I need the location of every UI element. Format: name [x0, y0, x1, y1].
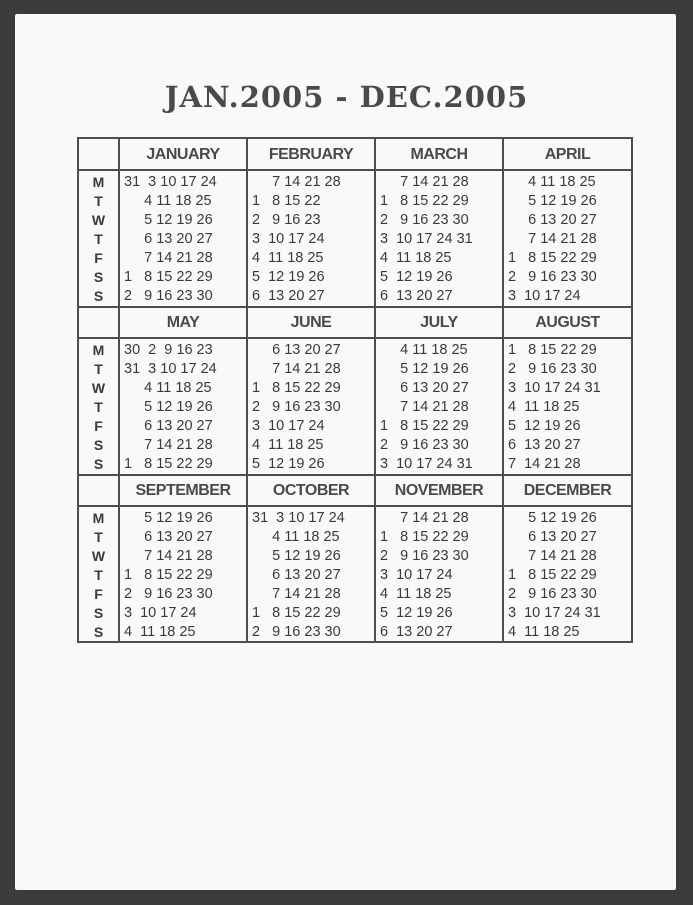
week-day-row: 2 9 16 23 30 [508, 269, 597, 285]
week-day-row: 2 9 16 23 30 [380, 548, 469, 564]
week-day-row: 1 8 15 22 29 [124, 456, 213, 472]
week-day-row: 6 13 20 27 [124, 529, 213, 545]
quarter-row [79, 139, 631, 307]
week-day-row: 6 13 20 27 [124, 418, 213, 434]
week-day-row: 1 8 15 22 29 [252, 605, 341, 621]
month-block-march [374, 139, 502, 307]
calendar-title: JAN.2005 - DEC.2005 [164, 80, 529, 114]
week-day-row: 7 14 21 28 [508, 548, 597, 564]
week-day-row: 1 8 15 22 [252, 193, 321, 209]
week-day-row: 3 10 17 24 [380, 567, 453, 583]
week-day-row: 6 13 20 27 [380, 624, 453, 640]
week-day-row: 3 10 17 24 [508, 288, 581, 304]
week-day-row: 5 12 19 26 [380, 361, 469, 377]
month-name: JUNE [248, 307, 374, 339]
week-day-row: 31 3 10 17 24 [252, 510, 345, 526]
week-day-row: 7 14 21 28 [124, 548, 213, 564]
week-day-row: 7 14 21 28 [380, 510, 469, 526]
weekday-label: W [91, 212, 106, 228]
month-block-september [118, 475, 246, 643]
month-block-may [118, 307, 246, 475]
week-day-row: 2 9 16 23 30 [380, 212, 469, 228]
weekday-label: S [93, 624, 104, 640]
row-separator [79, 474, 631, 476]
week-day-row: 31 3 10 17 24 [124, 361, 217, 377]
week-day-row: 7 14 21 28 [380, 399, 469, 415]
week-day-row: 4 11 18 25 [252, 529, 340, 545]
week-day-row: 2 9 16 23 30 [124, 586, 213, 602]
weekday-label: F [94, 250, 103, 266]
week-day-row: 1 8 15 22 29 [508, 342, 597, 358]
week-day-row: 1 8 15 22 29 [380, 193, 469, 209]
week-day-row: 4 11 18 25 [252, 250, 324, 266]
week-day-row: 2 9 16 23 [252, 212, 321, 228]
quarter-row [79, 307, 631, 475]
weekday-header-blank [79, 475, 118, 507]
week-day-row: 7 14 21 28 [124, 250, 213, 266]
week-day-row: 4 11 18 25 [380, 586, 452, 602]
month-block-november [374, 475, 502, 643]
week-day-row: 2 9 16 23 30 [508, 586, 597, 602]
weekday-label: M [92, 342, 105, 358]
week-day-row: 3 10 17 24 31 [508, 380, 601, 396]
week-day-row: 4 11 18 25 [508, 624, 580, 640]
month-block-july [374, 307, 502, 475]
weekday-label: T [94, 231, 103, 247]
weekday-label: S [93, 269, 104, 285]
week-day-row: 6 13 20 27 [124, 231, 213, 247]
week-day-row: 2 9 16 23 30 [252, 399, 341, 415]
week-day-row: 1 8 15 22 29 [380, 418, 469, 434]
month-name: OCTOBER [248, 475, 374, 507]
week-day-row: 7 14 21 28 [252, 361, 341, 377]
week-day-row: 6 13 20 27 [380, 288, 453, 304]
week-day-row: 4 11 18 25 [380, 250, 452, 266]
weekday-column [79, 475, 118, 643]
week-day-row: 1 8 15 22 29 [508, 250, 597, 266]
week-day-row: 6 13 20 27 [252, 342, 341, 358]
week-day-row: 3 10 17 24 31 [380, 231, 473, 247]
month-name: JANUARY [120, 139, 246, 171]
weekday-label: F [94, 586, 103, 602]
row-separator [79, 306, 631, 308]
week-day-row: 1 8 15 22 29 [252, 380, 341, 396]
month-block-february [246, 139, 374, 307]
weekday-label: S [93, 288, 104, 304]
week-day-row: 7 14 21 28 [508, 456, 581, 472]
weekday-header-blank [79, 307, 118, 339]
week-day-row: 4 11 18 25 [252, 437, 324, 453]
week-day-row: 3 10 17 24 31 [380, 456, 473, 472]
week-day-row: 5 12 19 26 [124, 399, 213, 415]
week-day-row: 2 9 16 23 30 [252, 624, 341, 640]
week-day-row: 6 13 20 27 [508, 529, 597, 545]
weekday-label: W [91, 548, 106, 564]
month-block-august [502, 307, 631, 475]
weekday-column [79, 307, 118, 475]
week-day-row: 7 14 21 28 [508, 231, 597, 247]
month-block-january [118, 139, 246, 307]
weekday-label: F [94, 418, 103, 434]
weekday-label: T [94, 399, 103, 415]
week-day-row: 4 11 18 25 [380, 342, 468, 358]
week-day-row: 6 13 20 27 [252, 288, 325, 304]
week-day-row: 1 8 15 22 29 [508, 567, 597, 583]
week-day-row: 2 9 16 23 30 [380, 437, 469, 453]
week-day-row: 5 12 19 26 [252, 548, 341, 564]
quarter-row [79, 475, 631, 643]
month-name: NOVEMBER [376, 475, 502, 507]
week-day-row: 4 11 18 25 [124, 624, 196, 640]
weekday-label: S [93, 437, 104, 453]
week-day-row: 5 12 19 26 [252, 269, 325, 285]
week-day-row: 7 14 21 28 [124, 437, 213, 453]
weekday-label: T [94, 361, 103, 377]
month-name: FEBRUARY [248, 139, 374, 171]
weekday-label: S [93, 605, 104, 621]
weekday-label: T [94, 567, 103, 583]
week-day-row: 3 10 17 24 [124, 605, 197, 621]
week-day-row: 1 8 15 22 29 [380, 529, 469, 545]
week-day-row: 4 11 18 25 [508, 174, 596, 190]
week-day-row: 5 12 19 26 [124, 212, 213, 228]
weekday-column [79, 139, 118, 307]
week-day-row: 5 12 19 26 [508, 510, 597, 526]
weekday-header-blank [79, 139, 118, 171]
weekday-label: W [91, 380, 106, 396]
week-day-row: 3 10 17 24 [252, 418, 325, 434]
week-day-row: 5 12 19 26 [124, 510, 213, 526]
month-name: APRIL [504, 139, 631, 171]
week-day-row: 4 11 18 25 [124, 193, 212, 209]
week-day-row: 5 12 19 26 [380, 269, 453, 285]
week-day-row: 6 13 20 27 [380, 380, 469, 396]
weekday-label: M [92, 510, 105, 526]
month-name: AUGUST [504, 307, 631, 339]
calendar-grid [77, 137, 633, 643]
weekday-label: S [93, 456, 104, 472]
month-block-december [502, 475, 631, 643]
week-day-row: 5 12 19 26 [252, 456, 325, 472]
month-block-october [246, 475, 374, 643]
month-name: DECEMBER [504, 475, 631, 507]
week-day-row: 1 8 15 22 29 [124, 269, 213, 285]
month-name: MARCH [376, 139, 502, 171]
week-day-row: 7 14 21 28 [252, 586, 341, 602]
weekday-label: T [94, 529, 103, 545]
week-day-row: 6 13 20 27 [508, 212, 597, 228]
week-day-row: 7 14 21 28 [380, 174, 469, 190]
week-day-row: 7 14 21 28 [252, 174, 341, 190]
week-day-row: 4 11 18 25 [508, 399, 580, 415]
week-day-row: 6 13 20 27 [508, 437, 581, 453]
week-day-row: 5 12 19 26 [508, 193, 597, 209]
week-day-row: 3 10 17 24 [252, 231, 325, 247]
week-day-row: 5 12 19 26 [380, 605, 453, 621]
week-day-row: 1 8 15 22 29 [124, 567, 213, 583]
month-name: JULY [376, 307, 502, 339]
week-day-row: 5 12 19 26 [508, 418, 581, 434]
week-day-row: 2 9 16 23 30 [124, 288, 213, 304]
month-block-april [502, 139, 631, 307]
month-name: MAY [120, 307, 246, 339]
week-day-row: 4 11 18 25 [124, 380, 212, 396]
week-day-row: 2 9 16 23 30 [508, 361, 597, 377]
month-name: SEPTEMBER [120, 475, 246, 507]
month-block-june [246, 307, 374, 475]
week-day-row: 31 3 10 17 24 [124, 174, 217, 190]
weekday-label: T [94, 193, 103, 209]
week-day-row: 3 10 17 24 31 [508, 605, 601, 621]
week-day-row: 30 2 9 16 23 [124, 342, 213, 358]
week-day-row: 6 13 20 27 [252, 567, 341, 583]
weekday-label: M [92, 174, 105, 190]
